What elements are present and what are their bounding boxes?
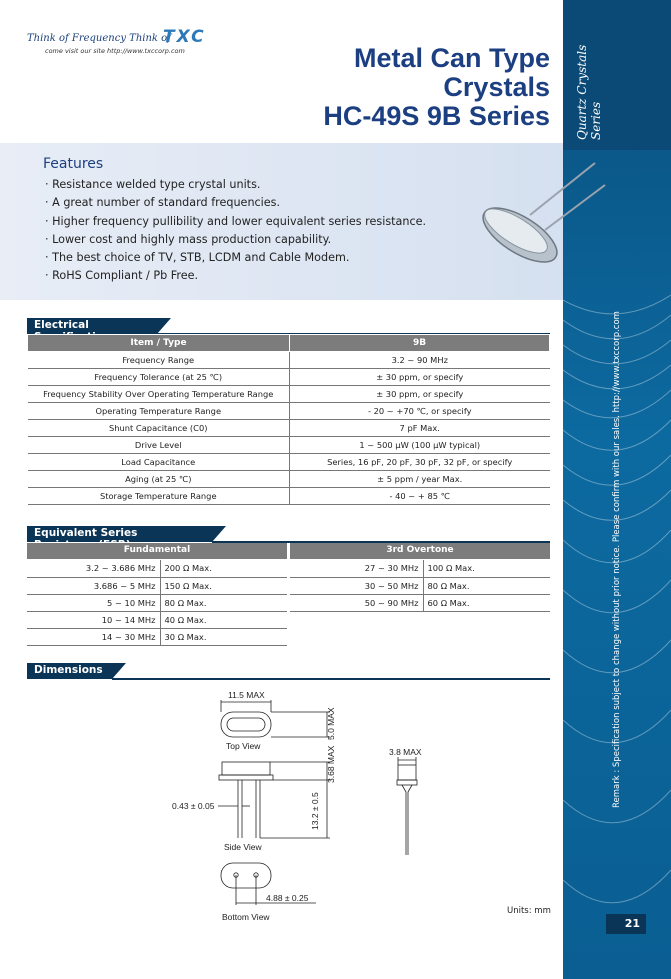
label-bottom-view: Bottom View	[222, 912, 270, 922]
spec-item: Frequency Range	[28, 352, 290, 369]
logo-site: come visit our site http://www.txccorp.com	[45, 47, 185, 55]
feature-item: · The best choice of TV, STB, LCDM and Cable Modem.	[45, 251, 350, 265]
label-side-width: 3.8 MAX	[389, 747, 422, 757]
esr-value: 200 Ω Max.	[160, 560, 287, 577]
spec-value: 7 pF Max.	[290, 420, 550, 437]
category-label	[575, 10, 603, 140]
title-line3: HC-49S 9B Series	[323, 101, 550, 131]
page-number: 21	[606, 914, 646, 934]
label-side-view: Side View	[224, 842, 262, 852]
col-9b: 9B	[290, 335, 550, 352]
spec-item: Storage Temperature Range	[28, 488, 290, 505]
spec-value: Series, 16 pF, 20 pF, 30 pF, 32 pF, or specify	[290, 454, 550, 471]
esr-frequency: 30 ~ 50 MHz	[290, 577, 423, 594]
feature-item: · RoHS Compliant / Pb Free.	[45, 269, 199, 283]
esr-frequency: 5 ~ 10 MHz	[27, 594, 160, 611]
label-top-width: 11.5 MAX	[228, 690, 265, 700]
esr-frequency: 3.686 ~ 5 MHz	[27, 577, 160, 594]
esr-frequency: 3.2 ~ 3.686 MHz	[27, 560, 160, 577]
spec-value: - 20 ~ +70 ℃, or specify	[290, 403, 550, 420]
feature-item: · Resistance welded type crystal units.	[45, 178, 261, 191]
spec-value: 1 ~ 500 µW (100 µW typical)	[290, 437, 550, 454]
spec-item: Aging (at 25 ℃)	[28, 471, 290, 488]
esr-value: 150 Ω Max.	[160, 577, 287, 594]
units-label: Units: mm	[507, 906, 551, 916]
spec-item: Frequency Tolerance (at 25 ℃)	[28, 369, 290, 386]
feature-item: · Lower cost and highly mass production capability.	[45, 232, 332, 246]
brand-logo: TXC	[163, 27, 206, 47]
title-line2: Crystals	[443, 72, 550, 102]
label-top-view: Top View	[226, 741, 261, 751]
spec-value: 3.2 ~ 90 MHz	[290, 352, 550, 369]
esr-value: 100 Ω Max.	[423, 560, 550, 577]
col-item-type: Item / Type	[28, 335, 290, 352]
esr-frequency: 10 ~ 14 MHz	[27, 611, 160, 628]
spec-item: Load Capacitance	[28, 454, 290, 471]
fundamental-header: Fundamental	[27, 543, 287, 559]
title-line1: Metal Can Type	[353, 43, 550, 73]
spec-item: Drive Level	[28, 437, 290, 454]
spec-item: Frequency Stability Over Operating Temperature Range	[28, 386, 290, 403]
remark-text: Remark : Specification subject to change without prior notice. Please confirm with our sales. http://www.txccorp.com	[612, 311, 622, 808]
overtone-header: 3rd Overtone	[290, 543, 550, 559]
esr-frequency: 50 ~ 90 MHz	[290, 594, 423, 611]
feature-item: · A great number of standard frequencies.	[45, 196, 281, 210]
category-line1: Quartz Crystals	[575, 44, 589, 140]
label-lead-length: 13.2 ± 0.5	[310, 792, 320, 830]
features-title: Features	[43, 156, 104, 172]
category-line2: Series	[589, 101, 603, 140]
logo-tagline: Think of Frequency Think of	[27, 33, 171, 44]
esr-value: 40 Ω Max.	[160, 611, 287, 628]
spec-value: ± 30 ppm, or specify	[290, 369, 550, 386]
label-lead-dia: 0.43 ± 0.05	[172, 801, 215, 811]
esr-frequency: 27 ~ 30 MHz	[290, 560, 423, 577]
label-body-height: 3.68 MAX	[326, 745, 336, 783]
spec-value: ± 30 ppm, or specify	[290, 386, 550, 403]
esr-value: 80 Ω Max.	[160, 594, 287, 611]
electrical-heading: Electrical	[27, 318, 157, 334]
esr-value: 80 Ω Max.	[423, 577, 550, 594]
label-pitch: 4.88 ± 0.25	[266, 893, 309, 903]
esr-value: 60 Ω Max.	[423, 594, 550, 611]
esr-frequency: 14 ~ 30 MHz	[27, 628, 160, 645]
esr-value: 30 Ω Max.	[160, 628, 287, 645]
spec-value: - 40 ~ + 85 ℃	[290, 488, 550, 505]
esr-heading: Equivalent Series	[27, 526, 212, 542]
spec-value: ± 5 ppm / year Max.	[290, 471, 550, 488]
feature-item: · Higher frequency pullibility and lower equivalent series resistance.	[45, 214, 427, 228]
spec-item: Operating Temperature Range	[28, 403, 290, 420]
dimensions-heading: Dimensions	[27, 663, 112, 679]
label-top-height: 5.0 MAX	[326, 707, 336, 740]
spec-item: Shunt Capacitance (C0)	[28, 420, 290, 437]
